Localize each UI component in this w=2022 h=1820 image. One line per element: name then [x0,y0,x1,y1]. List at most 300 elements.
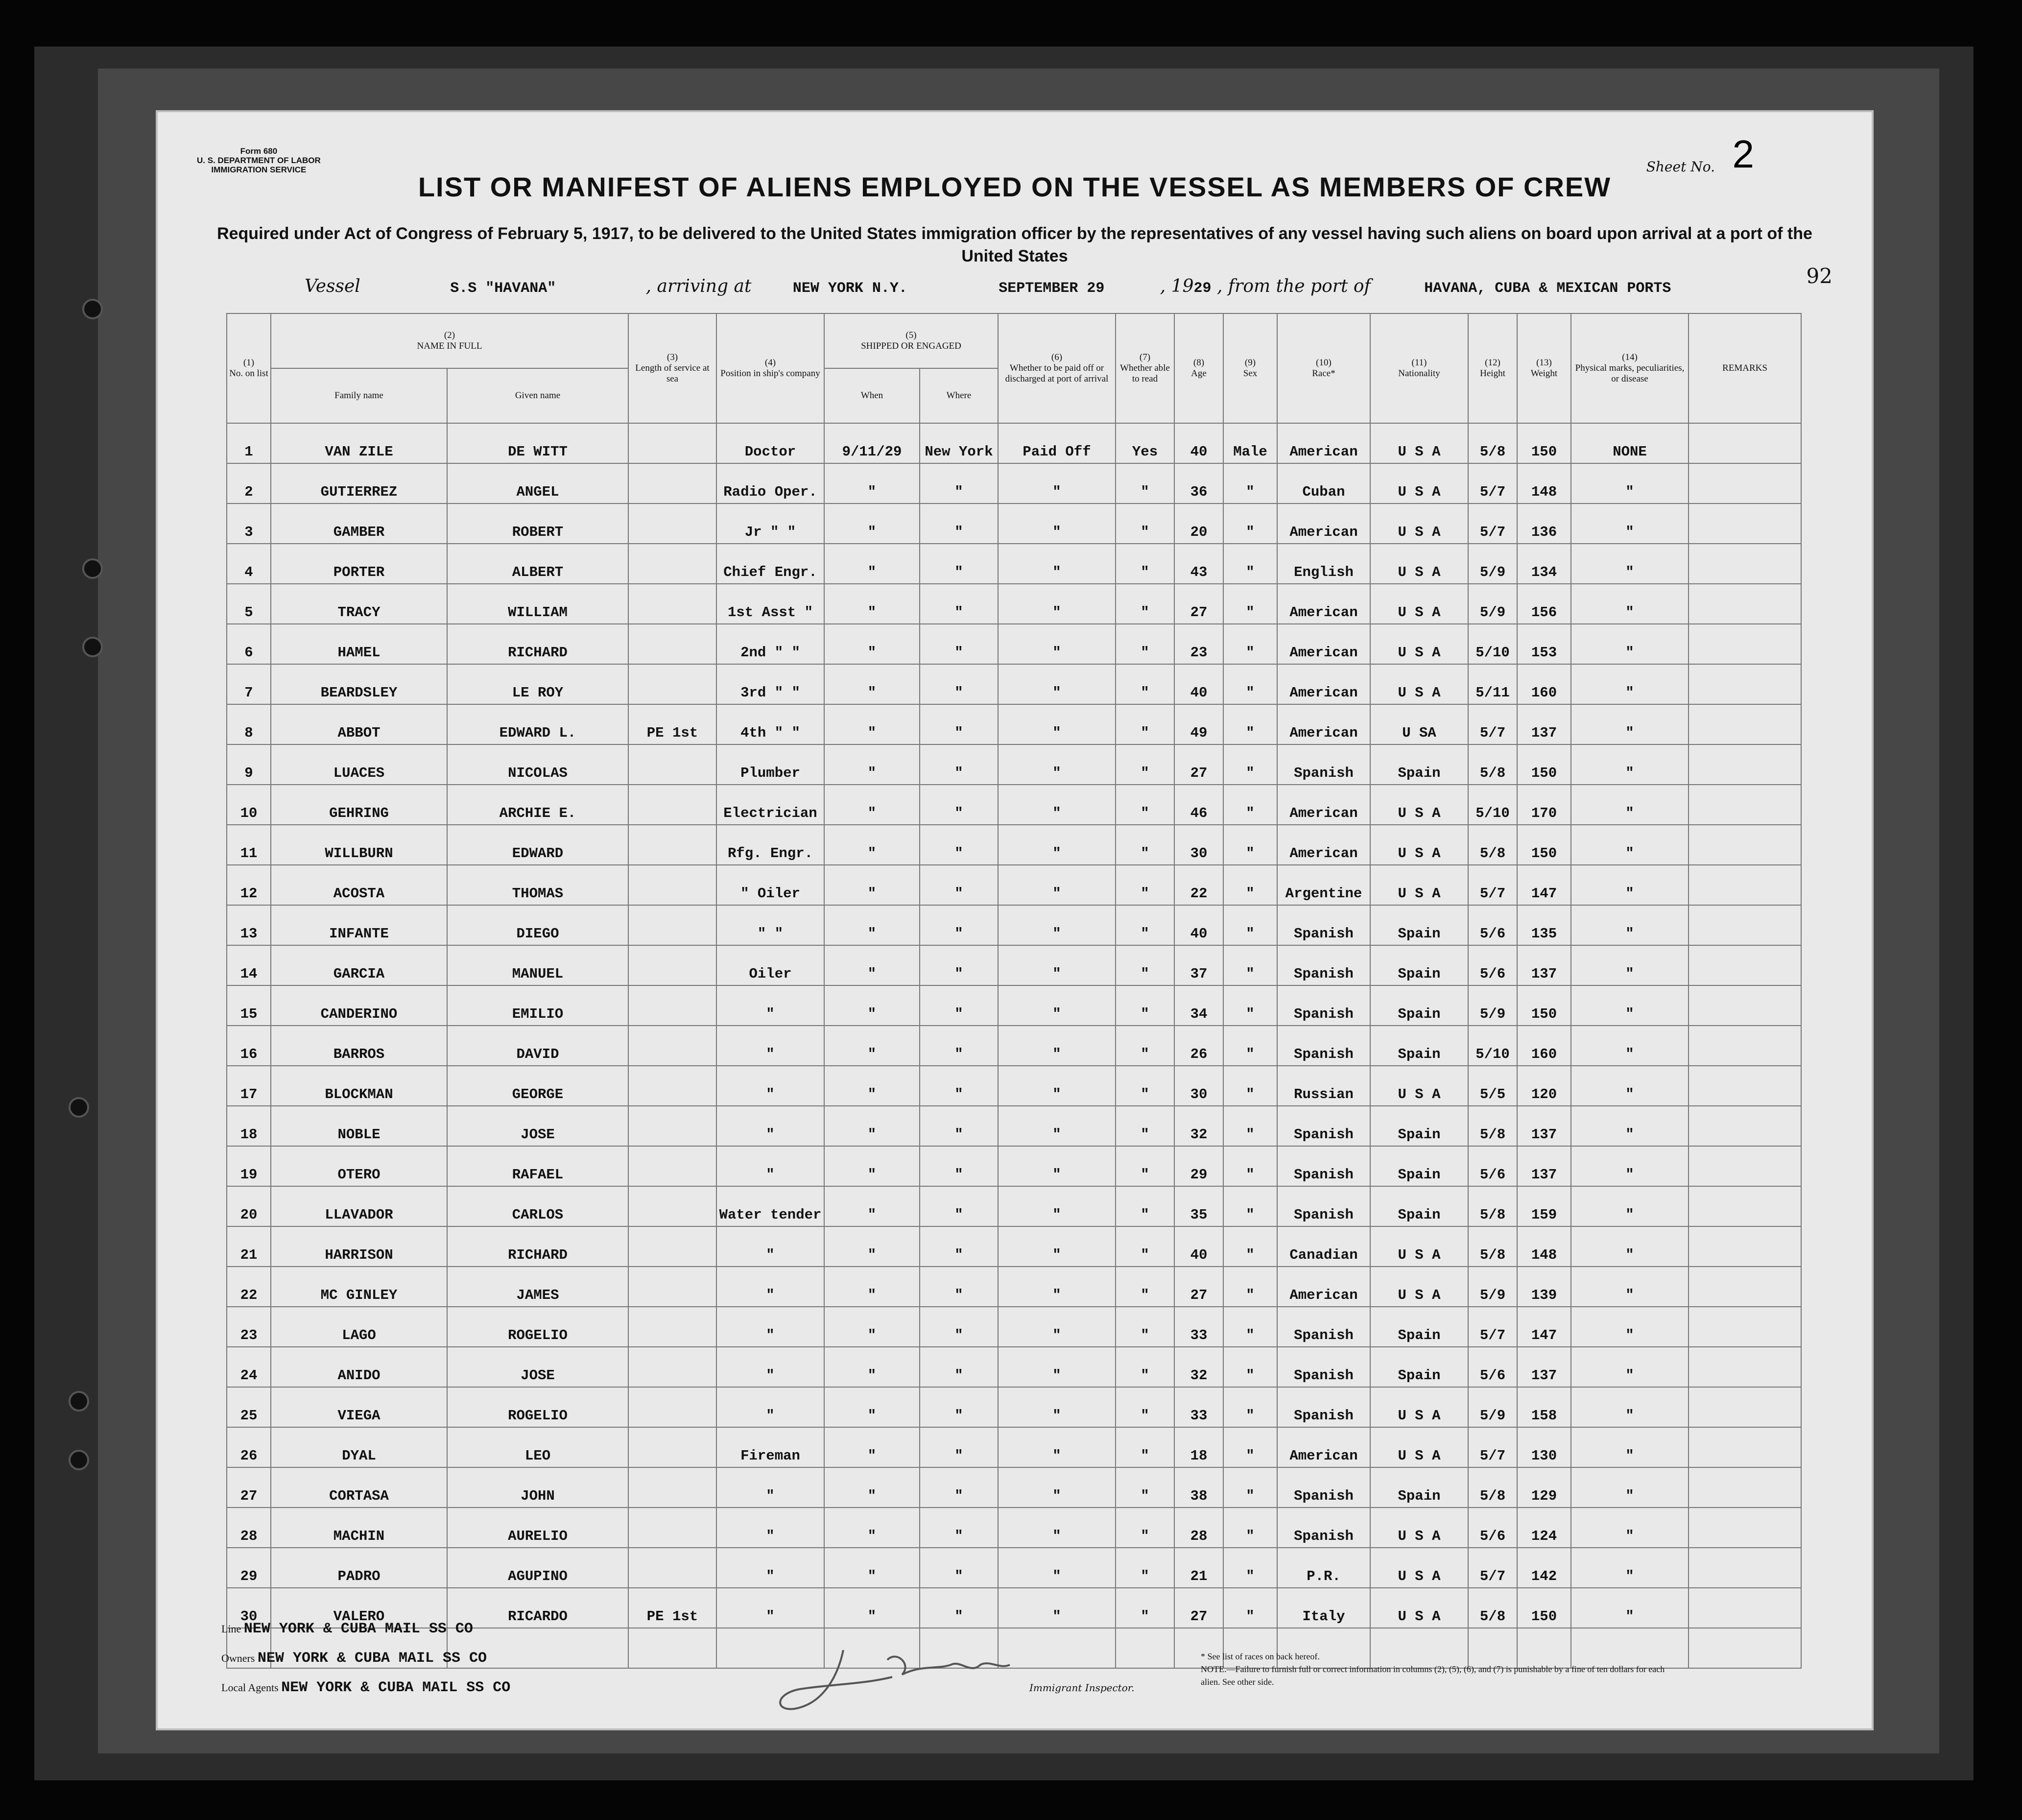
cell-weight: 159 [1517,1186,1571,1226]
cell-sex: " [1223,1588,1277,1628]
cell-weight: 158 [1517,1387,1571,1427]
cell-marks: " [1571,463,1689,503]
cell-given: DE WITT [447,423,628,463]
cell-age: 43 [1174,544,1223,584]
cell-paid: " [998,503,1116,544]
cell-position: Chief Engr. [716,544,824,584]
table-row [227,1026,1801,1066]
cell-nationality: U S A [1370,1588,1468,1628]
cell-family: BLOCKMAN [271,1066,447,1106]
cell-service [628,1066,716,1106]
col-header-age: (8) Age [1174,313,1223,423]
cell-race: American [1277,704,1370,744]
cell-no: 14 [227,945,271,985]
cell-no: 17 [227,1066,271,1106]
cell-nationality: U S A [1370,503,1468,544]
cell-where: " [920,1508,998,1548]
cell-position: " [716,1307,824,1347]
cell-family: NOBLE [271,1106,447,1146]
cell-paid: " [998,1508,1116,1548]
table-row [227,1186,1801,1226]
table-row [227,544,1801,584]
col-header-service: (3) Length of service at sea [628,313,716,423]
cell-given: EMILIO [447,985,628,1026]
table-row [227,1226,1801,1267]
cell-age: 46 [1174,785,1223,825]
owners-label: Owners [221,1652,255,1664]
cell-service [628,1508,716,1548]
cell-sex: " [1223,1066,1277,1106]
cell-paid: Paid Off [998,423,1116,463]
cell-nationality: Spain [1370,1307,1468,1347]
cell-given: RICARDO [447,1588,628,1628]
cell-weight: 150 [1517,744,1571,785]
cell-read: " [1116,544,1174,584]
cell-remarks [1689,1467,1801,1508]
cell-marks: " [1571,584,1689,624]
line-label: Line [221,1623,241,1635]
cell-no: 1 [227,423,271,463]
cell-where: " [920,584,998,624]
cell-service [628,1467,716,1508]
cell-nationality: Spain [1370,985,1468,1026]
cell-remarks [1689,865,1801,905]
cell-no: 3 [227,503,271,544]
cell-when: " [824,785,920,825]
cell-when: " [824,1026,920,1066]
cell-nationality: U S A [1370,423,1468,463]
cell-service: PE 1st [628,1588,716,1628]
cell-read: " [1116,1467,1174,1508]
cell-position: Fireman [716,1427,824,1467]
cell-weight: 129 [1517,1467,1571,1508]
owners-value: NEW YORK & CUBA MAIL SS CO [257,1650,487,1667]
cell-race: American [1277,624,1370,664]
cell-given: DIEGO [447,905,628,945]
cell-paid: " [998,825,1116,865]
cell-no: 11 [227,825,271,865]
cell-weight: 150 [1517,825,1571,865]
cell-read: " [1116,1106,1174,1146]
cell-when: " [824,744,920,785]
cell-position: 4th " " [716,704,824,744]
cell-marks: " [1571,503,1689,544]
cell-when: " [824,1106,920,1146]
cell-when: " [824,544,920,584]
cell-nationality: U S A [1370,463,1468,503]
cell-age: 40 [1174,664,1223,704]
from-port-label: , from the port of [1216,276,1371,296]
cell-position: Electrician [716,785,824,825]
page-subtitle: Required under Act of Congress of February 5, 1917, to be delivered to the United States immigration officer by the representatives of any vessel having such aliens on board upon arrival at a port of the United States [217,224,1812,265]
vessel-line [305,276,1719,297]
cell-remarks [1689,1588,1801,1628]
cell-when: " [824,1588,920,1628]
cell-read: " [1116,584,1174,624]
table-row [227,1347,1801,1387]
cell-age: 32 [1174,1106,1223,1146]
departure-port: HAVANA, CUBA & MEXICAN PORTS [1424,280,1671,297]
cell-age: 49 [1174,704,1223,744]
cell-sex: " [1223,544,1277,584]
cell-read: " [1116,1508,1174,1548]
cell-age: 20 [1174,503,1223,544]
cell-marks: " [1571,1467,1689,1508]
cell-no: 7 [227,664,271,704]
cell-no: 30 [227,1588,271,1628]
cell-family: LAGO [271,1307,447,1347]
col-header-height: (12) Height [1468,313,1517,423]
cell-height: 5/8 [1468,744,1517,785]
cell-family: VIEGA [271,1387,447,1427]
cell-marks: " [1571,945,1689,985]
cell-when: " [824,985,920,1026]
cell-family: HARRISON [271,1226,447,1267]
cell-remarks [1689,423,1801,463]
cell-remarks [1689,785,1801,825]
cell-when: " [824,1186,920,1226]
cell-weight: 147 [1517,865,1571,905]
arrival-date: SEPTEMBER 29 [999,280,1105,297]
cell-marks: " [1571,1387,1689,1427]
vessel-label: Vessel [305,276,360,296]
cell-given: JOSE [447,1106,628,1146]
cell-height: 5/8 [1468,1467,1517,1508]
col-header-when: When [824,368,920,423]
cell-race: Spanish [1277,945,1370,985]
cell-empty [1116,1628,1174,1668]
cell-family: MC GINLEY [271,1267,447,1307]
col-header-position: (4) Position in ship's company [716,313,824,423]
cell-position: " [716,1588,824,1628]
cell-race: American [1277,1267,1370,1307]
cell-paid: " [998,1226,1116,1267]
cell-given: RICHARD [447,1226,628,1267]
cell-family: WILLBURN [271,825,447,865]
cell-read: " [1116,704,1174,744]
cell-service [628,624,716,664]
cell-service [628,1387,716,1427]
cell-no: 20 [227,1186,271,1226]
cell-given: RAFAEL [447,1146,628,1186]
cell-paid: " [998,1347,1116,1387]
form-number: Form 680 [240,146,278,156]
cell-when: " [824,1267,920,1307]
page-title: LIST OR MANIFEST OF ALIENS EMPLOYED ON THE VESSEL AS MEMBERS OF CREW [418,171,1612,202]
cell-paid: " [998,544,1116,584]
cell-family: PORTER [271,544,447,584]
cell-position: Jr " " [716,503,824,544]
cell-where: " [920,1347,998,1387]
cell-no: 27 [227,1467,271,1508]
cell-paid: " [998,1106,1116,1146]
cell-no: 28 [227,1508,271,1548]
cell-service [628,1146,716,1186]
cell-read: " [1116,664,1174,704]
arrival-port: NEW YORK N.Y. [792,280,907,297]
cell-marks: " [1571,1066,1689,1106]
cell-remarks [1689,1508,1801,1548]
cell-paid: " [998,1146,1116,1186]
cell-remarks [1689,1548,1801,1588]
col-header-shipped: (5) SHIPPED OR ENGAGED [824,313,998,368]
cell-paid: " [998,1427,1116,1467]
form-identifier [197,146,321,174]
cell-given: ALBERT [447,544,628,584]
table-row [227,1387,1801,1427]
table-row [227,503,1801,544]
cell-nationality: U S A [1370,1267,1468,1307]
cell-sex: " [1223,905,1277,945]
col-header-no: (1) No. on list [227,313,271,423]
table-row [227,1467,1801,1508]
cell-height: 5/6 [1468,1146,1517,1186]
cell-read: Yes [1116,423,1174,463]
cell-height: 5/11 [1468,664,1517,704]
cell-where: New York [920,423,998,463]
cell-when: " [824,704,920,744]
cell-family: PADRO [271,1548,447,1588]
cell-sex: " [1223,503,1277,544]
cell-no: 18 [227,1106,271,1146]
cell-position: Plumber [716,744,824,785]
cell-marks: " [1571,1106,1689,1146]
cell-paid: " [998,785,1116,825]
cell-nationality: U S A [1370,785,1468,825]
cell-age: 29 [1174,1146,1223,1186]
cell-sex: " [1223,463,1277,503]
cell-nationality: U S A [1370,1548,1468,1588]
cell-given: JOHN [447,1467,628,1508]
cell-paid: " [998,704,1116,744]
cell-position: Radio Oper. [716,463,824,503]
col-header-read: (7) Whether able to read [1116,313,1174,423]
cell-marks: " [1571,1427,1689,1467]
cell-no: 13 [227,905,271,945]
cell-race: American [1277,1427,1370,1467]
cell-age: 28 [1174,1508,1223,1548]
cell-read: " [1116,1066,1174,1106]
cell-where: " [920,1548,998,1588]
cell-when: " [824,825,920,865]
cell-sex: " [1223,704,1277,744]
cell-sex: Male [1223,423,1277,463]
cell-race: Italy [1277,1588,1370,1628]
cell-given: EDWARD [447,825,628,865]
cell-position: " Oiler [716,865,824,905]
cell-weight: 150 [1517,423,1571,463]
cell-where: " [920,1467,998,1508]
cell-paid: " [998,1267,1116,1307]
cell-position: " [716,985,824,1026]
cell-remarks [1689,463,1801,503]
cell-weight: 135 [1517,905,1571,945]
table-row [227,1307,1801,1347]
cell-height: 5/10 [1468,624,1517,664]
cell-race: American [1277,825,1370,865]
footer-agents [221,1679,510,1696]
cell-nationality: U S A [1370,1508,1468,1548]
cell-weight: 136 [1517,503,1571,544]
cell-age: 23 [1174,624,1223,664]
cell-remarks [1689,1226,1801,1267]
table-row [227,704,1801,744]
line-value: NEW YORK & CUBA MAIL SS CO [243,1621,473,1637]
cell-weight: 160 [1517,1026,1571,1066]
col-header-sex: (9) Sex [1223,313,1277,423]
cell-height: 5/6 [1468,905,1517,945]
cell-where: " [920,664,998,704]
cell-family: HAMEL [271,624,447,664]
cell-weight: 137 [1517,1347,1571,1387]
cell-height: 5/9 [1468,544,1517,584]
cell-family: OTERO [271,1146,447,1186]
cell-height: 5/7 [1468,503,1517,544]
cell-read: " [1116,985,1174,1026]
cell-service [628,503,716,544]
table-row [227,1066,1801,1106]
cell-remarks [1689,744,1801,785]
cell-paid: " [998,664,1116,704]
cell-when: " [824,624,920,664]
cell-family: VAN ZILE [271,423,447,463]
punch-hole [69,1097,89,1118]
cell-race: Canadian [1277,1226,1370,1267]
cell-sex: " [1223,1427,1277,1467]
note-fine: NOTE.—Failure to furnish full or correct information in columns (2), (5), (6), and (7) is punishable by a fine of ten dollars for each alien. See other side. [1201,1664,1665,1687]
cell-where: " [920,785,998,825]
cell-age: 30 [1174,825,1223,865]
cell-marks: " [1571,1026,1689,1066]
cell-where: " [920,1387,998,1427]
cell-no: 12 [227,865,271,905]
cell-given: ARCHIE E. [447,785,628,825]
cell-no: 21 [227,1226,271,1267]
cell-family: ABBOT [271,704,447,744]
table-row [227,1548,1801,1588]
cell-weight: 156 [1517,584,1571,624]
cell-given: ANGEL [447,463,628,503]
cell-when: " [824,945,920,985]
cell-marks: " [1571,1267,1689,1307]
cell-when: 9/11/29 [824,423,920,463]
cell-weight: 120 [1517,1066,1571,1106]
col-header-paid: (6) Whether to be paid off or discharged at port of arrival [998,313,1116,423]
cell-nationality: U S A [1370,664,1468,704]
cell-service [628,1347,716,1387]
cell-when: " [824,503,920,544]
cell-service [628,1226,716,1267]
cell-family: INFANTE [271,905,447,945]
table-row [227,664,1801,704]
cell-height: 5/7 [1468,865,1517,905]
table-row [227,1427,1801,1467]
cell-position: 2nd " " [716,624,824,664]
cell-weight: 142 [1517,1548,1571,1588]
cell-race: Spanish [1277,1508,1370,1548]
cell-where: " [920,544,998,584]
cell-no: 4 [227,544,271,584]
cell-remarks [1689,905,1801,945]
cell-remarks [1689,985,1801,1026]
cell-race: Spanish [1277,1026,1370,1066]
cell-paid: " [998,1026,1116,1066]
cell-where: " [920,1186,998,1226]
cell-sex: " [1223,1508,1277,1548]
col-header-weight: (13) Weight [1517,313,1571,423]
cell-family: BARROS [271,1026,447,1066]
cell-marks: " [1571,744,1689,785]
cell-age: 36 [1174,463,1223,503]
cell-position: " [716,1146,824,1186]
cell-remarks [1689,945,1801,985]
cell-remarks [1689,1026,1801,1066]
cell-read: " [1116,1347,1174,1387]
cell-weight: 130 [1517,1427,1571,1467]
cell-marks: " [1571,825,1689,865]
cell-race: American [1277,503,1370,544]
cell-age: 34 [1174,985,1223,1026]
cell-empty [1689,1628,1801,1668]
cell-service [628,423,716,463]
cell-no: 8 [227,704,271,744]
punch-hole [82,299,103,319]
cell-service [628,1026,716,1066]
cell-position: " [716,1467,824,1508]
cell-nationality: U S A [1370,624,1468,664]
cell-service [628,865,716,905]
cell-when: " [824,905,920,945]
cell-when: " [824,1066,920,1106]
cell-where: " [920,1066,998,1106]
cell-height: 5/9 [1468,985,1517,1026]
cell-height: 5/8 [1468,1588,1517,1628]
cell-paid: " [998,985,1116,1026]
cell-remarks [1689,544,1801,584]
cell-where: " [920,865,998,905]
cell-nationality: Spain [1370,1026,1468,1066]
crew-manifest-table [226,313,1802,1669]
cell-paid: " [998,1066,1116,1106]
cell-marks: " [1571,985,1689,1026]
cell-when: " [824,1387,920,1427]
cell-given: JAMES [447,1267,628,1307]
cell-given: ROBERT [447,503,628,544]
cell-service [628,1186,716,1226]
cell-no: 2 [227,463,271,503]
cell-marks: " [1571,1307,1689,1347]
cell-height: 5/10 [1468,1026,1517,1066]
cell-position: " " [716,905,824,945]
cell-paid: " [998,463,1116,503]
cell-family: VALERO [271,1588,447,1628]
cell-remarks [1689,1186,1801,1226]
cell-weight: 124 [1517,1508,1571,1548]
cell-read: " [1116,1387,1174,1427]
cell-sex: " [1223,1548,1277,1588]
cell-family: CORTASA [271,1467,447,1508]
cell-age: 40 [1174,905,1223,945]
cell-height: 5/7 [1468,1307,1517,1347]
cell-when: " [824,1508,920,1548]
department-name: U. S. DEPARTMENT OF LABOR [197,156,321,165]
table-row [227,423,1801,463]
cell-given: AGUPINO [447,1548,628,1588]
cell-family: ACOSTA [271,865,447,905]
cell-height: 5/8 [1468,1106,1517,1146]
cell-race: American [1277,785,1370,825]
cell-height: 5/9 [1468,1267,1517,1307]
